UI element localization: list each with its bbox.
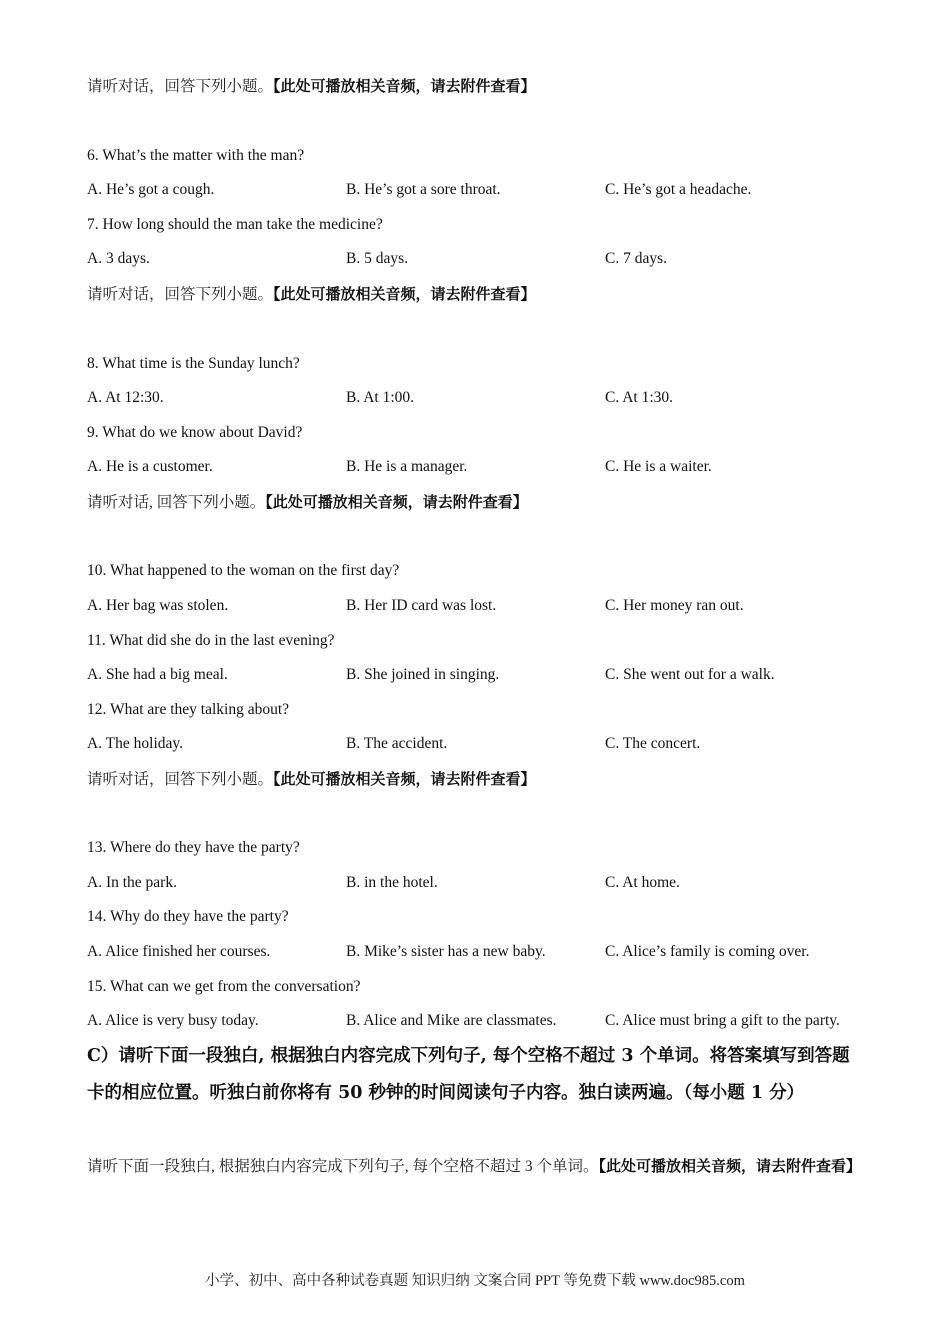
question-11: 11. What did she do in the last evening?: [87, 632, 335, 649]
question-10: 10. What happened to the woman on the first day?: [87, 562, 400, 579]
option-a: A. She had a big meal.: [87, 666, 228, 683]
audio-placeholder: 【此处可播放相关音频，请去附件查看】: [273, 285, 536, 303]
audio-placeholder: 【此处可播放相关音频，请去附件查看】: [598, 1157, 862, 1175]
listening-instruction: [87, 76, 536, 97]
option-c: C. She went out for a walk.: [605, 666, 775, 683]
question-15: 15. What can we get from the conversation?: [87, 978, 361, 995]
option-c: C. At home.: [605, 874, 680, 891]
option-c: C. 7 days.: [605, 250, 667, 267]
question-14: 14. Why do they have the party?: [87, 908, 289, 925]
option-b: B. She joined in singing.: [346, 666, 500, 683]
option-b: B. At 1:00.: [346, 389, 415, 406]
option-c: C. At 1:30.: [605, 389, 674, 406]
option-a: A. Alice is very busy today.: [87, 1012, 259, 1029]
option-c: C. He is a waiter.: [605, 458, 712, 475]
audio-placeholder: 【此处可播放相关音频，请去附件查看】: [265, 493, 528, 511]
instruction-text: 请听下面一段独白, 根据独白内容完成下列句子, 每个空格不超过 3 个单词。: [87, 1158, 599, 1175]
option-b: B. in the hotel.: [346, 874, 438, 891]
section-c-heading: C）请听下面一段独白, 根据独白内容完成下列句子, 每个空格不超过 3 个单词。将答案填写到答题卡的相应位置。听独白前你将有 50 秒钟的时间阅读句子内容。独白读两遍。（每小题 1 分）: [87, 1046, 850, 1103]
option-c: C. The concert.: [605, 735, 701, 752]
option-c: C. Her money ran out.: [605, 597, 744, 614]
option-a: A. Her bag was stolen.: [87, 597, 229, 614]
option-b: B. The accident.: [346, 735, 448, 752]
option-c: C. He’s got a headache.: [605, 181, 752, 198]
option-a: A. The holiday.: [87, 735, 183, 752]
option-a: A. In the park.: [87, 874, 177, 891]
listening-instruction: [87, 769, 536, 790]
audio-placeholder: 【此处可播放相关音频，请去附件查看】: [273, 77, 536, 95]
question-7: 7. How long should the man take the medicine?: [87, 216, 383, 233]
audio-placeholder: 【此处可播放相关音频，请去附件查看】: [273, 770, 536, 788]
option-b: B. He is a manager.: [346, 458, 468, 475]
instruction-text: 请听对话，回答下列小题。: [87, 78, 274, 95]
listening-instruction: [87, 284, 536, 305]
question-6: 6. What’s the matter with the man?: [87, 147, 305, 164]
question-12: 12. What are they talking about?: [87, 701, 290, 718]
instruction-text: 请听对话，回答下列小题。: [87, 286, 274, 303]
option-b: B. Alice and Mike are classmates.: [346, 1012, 557, 1029]
option-a: A. He is a customer.: [87, 458, 213, 475]
option-c: C. Alice’s family is coming over.: [605, 943, 810, 960]
instruction-text: 请听对话, 回答下列小题。: [87, 494, 266, 511]
option-c: C. Alice must bring a gift to the party.: [605, 1012, 840, 1029]
option-b: B. Mike’s sister has a new baby.: [346, 943, 546, 960]
option-a: A. At 12:30.: [87, 389, 164, 406]
question-8: 8. What time is the Sunday lunch?: [87, 355, 300, 372]
question-9: 9. What do we know about David?: [87, 424, 303, 441]
option-b: B. He’s got a sore throat.: [346, 181, 501, 198]
page-footer: 小学、初中、高中各种试卷真题 知识归纳 文案合同 PPT 等免费下载 www.doc985.com: [205, 1273, 745, 1289]
section-c-instruction: [87, 1148, 863, 1185]
option-b: B. Her ID card was lost.: [346, 597, 497, 614]
option-a: A. He’s got a cough.: [87, 181, 215, 198]
listening-instruction: [87, 492, 528, 513]
instruction-text: 请听对话，回答下列小题。: [87, 771, 274, 788]
option-b: B. 5 days.: [346, 250, 408, 267]
question-13: 13. Where do they have the party?: [87, 839, 300, 856]
option-a: A. Alice finished her courses.: [87, 943, 271, 960]
option-a: A. 3 days.: [87, 250, 150, 267]
